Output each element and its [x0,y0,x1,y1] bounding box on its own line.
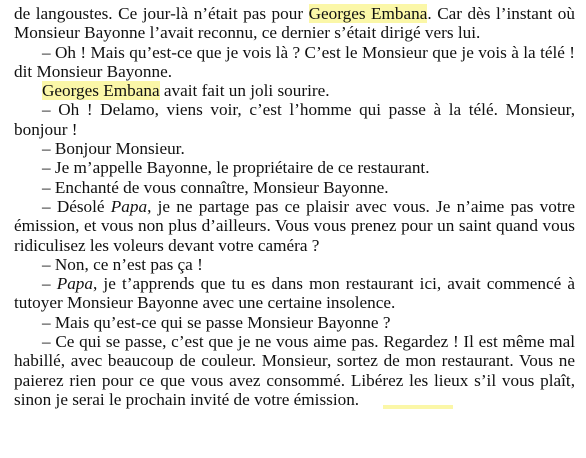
italic-text: Papa [56,274,93,294]
text-run: – Je m’appelle Bayonne, le propriétaire de ce restaurant. [42,158,430,178]
paragraph [14,43,575,82]
paragraph [14,139,575,158]
text-run: , je t’apprends que tu es dans mon restaurant ici, avait commencé à tutoyer Monsieur Bayonne avec une certaine insolence. [14,274,575,313]
paragraph [14,178,575,197]
text-run: – Enchanté de vous connaître, Monsieur Bayonne. [42,177,389,197]
text-run: – Désolé [42,196,111,216]
text-run: – Oh ! Delamo, viens voir, c’est l’homme qui passe à la télé. Monsieur, bonjour ! [14,100,575,139]
text-run: – Mais qu’est-ce qui se passe Monsieur Bayonne ? [42,312,391,332]
text-run: – [42,274,57,294]
paragraph [14,274,575,313]
text-run: avait fait un joli sourire. [159,81,330,101]
paragraph [14,158,575,177]
paragraph [14,81,575,100]
paragraph [14,197,575,255]
paragraph [14,100,575,139]
italic-text: Papa [110,196,148,216]
text-run: – Oh ! Mais qu’est-ce que je vois là ? C’est le Monsieur que je vois à la télé ! dit Monsieur Bayonne. [14,42,575,81]
highlight-fragment [383,405,453,409]
highlighted-name: Georges Embana [308,4,428,23]
paragraph [14,332,575,409]
text-run: – Bonjour Monsieur. [42,139,185,159]
text-run: de langoustes. Ce jour-là n’était pas pour [14,4,309,23]
paragraph [14,255,575,274]
text-run: , je ne partage pas ce plaisir avec vous. Je n’aime pas votre émission, et vous non plus d’ailleurs. Vous vous prenez pour un saint quand vous ridiculisez les voleurs devant votre caméra ? [14,196,575,255]
text-run: . Car dès l’instant où Monsieur Bayonne l’avait reconnu, ce dernier s’était dirigé vers lui. [14,4,575,43]
document-page [14,4,575,409]
highlighted-name: Georges Embana [42,81,160,101]
paragraph [14,313,575,332]
text-run: – Ce qui se passe, c’est que je ne vous aime pas. Regardez ! Il est même mal habillé, avec beaucoup de couleur. Monsieur, sortez de mon restaurant. Vous ne paierez rien pour ce que vous avez consommé. Libérez les lieux s’il vous plaît, sinon je serai le prochain invité de votre émission. [14,332,575,409]
text-run: – Non, ce n’est pas ça ! [42,254,203,274]
paragraph [14,4,575,43]
